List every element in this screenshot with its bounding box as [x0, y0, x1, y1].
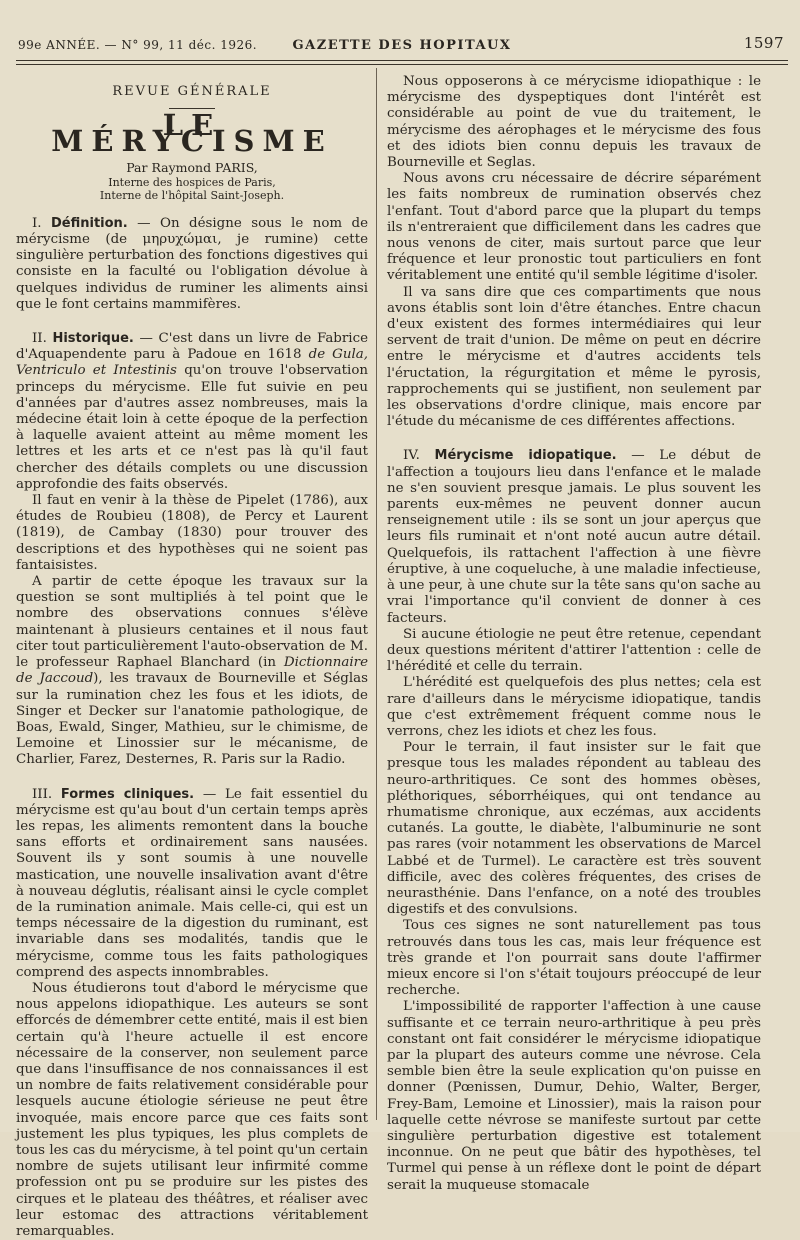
issue-info: 99e ANNÉE. — N° 99, 11 déc. 1926. [18, 38, 258, 52]
paragraph: L'hérédité est quelquefois des plus nettes; cela est rare d'ailleurs dans le mérycisme idiopatique, tandis que c'est extrêmement fréquent comme nous le verrons, chez les idiots et chez les fous. [387, 675, 761, 739]
author-byline: Par Raymond PARIS, [126, 159, 258, 175]
journal-title: GAZETTE DES HOPITAUX [292, 38, 512, 53]
paragraph: Tous ces signes ne sont naturellement pas tous retrouvés dans tous les cas, mais leur fréquence est très grande et l'on pourrait sans doute l'affirmer mieux encore si l'on s'était toujours préoccupé de leur recherche. [387, 918, 761, 999]
heading-historique: Historique. [52, 331, 134, 347]
heading-definition: Définition. [50, 215, 128, 231]
paragraph: Si aucune étiologie ne peut être retenue, cependant deux questions méritent d'attirer l'attention : celle de l'hérédité et celle du terrain. [387, 626, 761, 675]
running-header [18, 34, 786, 60]
left-column [16, 74, 368, 1240]
paragraph: Nous avons cru nécessaire de décrire séparément les faits nombreux de rumination observés chez l'enfant. Tout d'abord parce que la plupart du temps ils n'entreraient que difficilement dans les cadres que nous venons de citer, mais surtout parce que leur fréquence et leur pronostic tout particuliers en font véritablement une entité qu'il semble légitime d'isoler. [387, 171, 761, 284]
paragraph: Nous étudierons tout d'abord le mérycisme que nous appelons idiopathique. Les auteurs se sont efforcés de démembrer cette entité, mais il est bien certain qu'à l'heure actuelle il est encore nécessaire de la conserver, non seulement parce que dans l'insuffisance de nos connaissances il est un nombre de faits relativement considérable pour lesquels aucune étiologie sérieuse ne peut être invoquée, mais encore parce que ces faits sont justement les plus typiques, les plus complets de tous les cas du mérycisme, à tel point qu'un certain nombre de sujets utilisant leur infirmité comme profession ont pu se produire sur les pistes des cirques et le plateau des théâtres, et réaliser avec leur estomac des attractions véritablement remarquables. [16, 980, 368, 1239]
book-title: de Gula, Ventriculo et Intestinis [16, 347, 368, 379]
section-historique: II. Historique. — C'est dans un livre de Fabrice d'Aquapendente paru à Padoue en 1618 de Gula, Ventriculo et Intestinis qu'on trouve l'observation princeps du mérycisme. Elle fut suivie en peu d'années par d'autres assez nombreuses, mais la médecine était loin à cette époque de la perfection à laquelle avaient atteint au même moment les lettres et les arts et ce n'est pas là qu'il faut chercher des détails complets ou une discussion approfondie des faits observés. [16, 331, 369, 492]
column-divider [376, 68, 377, 1120]
page-number: 1597 [743, 34, 784, 52]
heading-idiopatique: Mérycisme idiopatique. [434, 448, 617, 464]
article-title: LE MÉRYCISME [51, 108, 333, 159]
paragraph: Il va sans dire que ces compartiments que nous avons établis sont loin d'être étanches. Entre chacun d'eux existent des formes intermédiaires qui leur servent de trait d'union. De même on peut en décrire entre le mérycisme et d'autres accidents tels l'éructation, la régurgitation et même le pyrosis, rapprochements qui se justifient, non seulement par les observations d'ordre clinique, mais encore par l'étude du mécanisme de ces différentes affections. [387, 284, 761, 430]
paragraph: Pour le terrain, il faut insister sur le fait que presque tous les malades répondent au tableau des neuro-arthritiques. Ce sont des hommes obèses, pléthoriques, séborrhéiques, qui ont tendance au rhumatisme chronique, aux eczémas, aux accidents cutanés. La goutte, le diabète, l'albuminurie ne sont pas rares (voir notamment les observations de Marcel Labbé et de Turmel). Le caractère est très souvent difficile, avec des colères fréquentes, des crises de neurasthénie. Dans l'enfance, on a noté des troubles digestifs et des convulsions. [387, 740, 761, 918]
right-column [387, 74, 761, 1194]
section-formes-cliniques: III. Formes cliniques. — Le fait essentiel du mérycisme est qu'au bout d'un certain temps après les repas, les aliments remontent dans la bouche sans efforts et ordinairement sans nausées. Souvent ils y sont soumis à une nouvelle mastication, une nouvelle insalivation avant d'être à nouveau déglutis, réalisant ainsi le cycle complet de la rumination animale. Mais celle-ci, qui est un temps nécessaire de la digestion du ruminant, est invariable dans ses modalités, tandis que le mérycisme, comme tous les faits pathologiques comprend des aspects innombrables. [16, 786, 368, 980]
header-rule [16, 60, 788, 61]
paragraph: A partir de cette époque les travaux sur la question se sont multipliés à tel point que le nombre des observations connues s'élève maintenant à plusieurs centaines et il nous faut citer tout particulièrement l'auto-observation de M. le professeur Raphael Blanchard (in Dictionnaire de Jaccoud), les travaux de Bourneville et Séglas sur la rumination chez les fous et les idiots, de Singer et Decker sur l'anatomie pathologique, de Boas, Ewald, Singer, Mathieu, sur le chimisme, de Lemoine et Linossier sur le mécanisme, de Charlier, Farez, Desternes, R. Paris sur la Radio. [16, 574, 368, 768]
paragraph: L'impossibilité de rapporter l'affection à une cause suffisante et ce terrain neuro-arthritique à peu près constant ont fait considérer le mérycisme idiopatique par la plupart des auteurs comme une névrose. Cela semble bien être la seule explication qu'on puisse en donner (Pœnissen, Dumur, Dehio, Walter, Berger, Frey-Bam, Lemoine et Linossier), mais la raison pour laquelle cette névrose se manifeste surtout par cette singulière perturbation digestive est totalement inconnue. On ne peut que bâtir des hypothèses, tel Turmel qui pense à un réflexe dont le point de départ serait la muqueuse stomacale [387, 999, 761, 1193]
author-affiliation-2: Interne de l'hôpital Saint-Joseph. [99, 188, 285, 202]
paragraph: Il faut en venir à la thèse de Pipelet (1786), aux études de Roubieu (1808), de Percy et Laurent (1819), de Cambay (1830) pour trouver des descriptions et des hypothèses qui ne soient pas fantaisistes. [16, 493, 368, 573]
section-idiopatique: IV. Mérycisme idiopatique. — Le début de l'affection a toujours lieu dans l'enfance et le malade ne s'en souvient presque jamais. Le plus souvent les parents eux-mêmes ne peuvent donner aucun renseignement utile : ils se sont un jour aperçus que leurs fils ruminait et n'ont noté aucun autre détail. Quelquefois, ils rattachent l'affection à une fièvre éruptive, à une coqueluche, à une maladie infectieuse, à une peur, à une chute sur la tête sans qu'on sache au vrai l'importance qu'il convient de donner à ces facteurs. [387, 448, 762, 626]
paragraph: Nous opposerons à ce mérycisme idiopathique : le mérycisme des dyspeptiques dont l'intérêt est considérable au point de vue du traitement, le mérycisme des aérophages et le mérycisme des fous et des idiots bien connu depuis les travaux de Bourneville et Seglas. [387, 74, 761, 171]
section-kicker: REVUE GÉNÉRALE [112, 84, 272, 99]
section-definition: I. Définition. — On désigne sous le nom de mérycisme (de μηρυχώμαι, je rumine) cette singulière perturbation des fonctions digestives qui consiste en la faculté ou l'obligation dévolue à quelques individus de ruminer les aliments ainsi que le font certains mammifères. [16, 215, 369, 312]
author-affiliation-1: Interne des hospices de Paris, [108, 175, 276, 189]
heading-formes-cliniques: Formes cliniques. [60, 786, 195, 802]
dictionary-title: Dictionnaire de Jaccoud [16, 655, 368, 687]
header-rule-thin [16, 64, 788, 65]
